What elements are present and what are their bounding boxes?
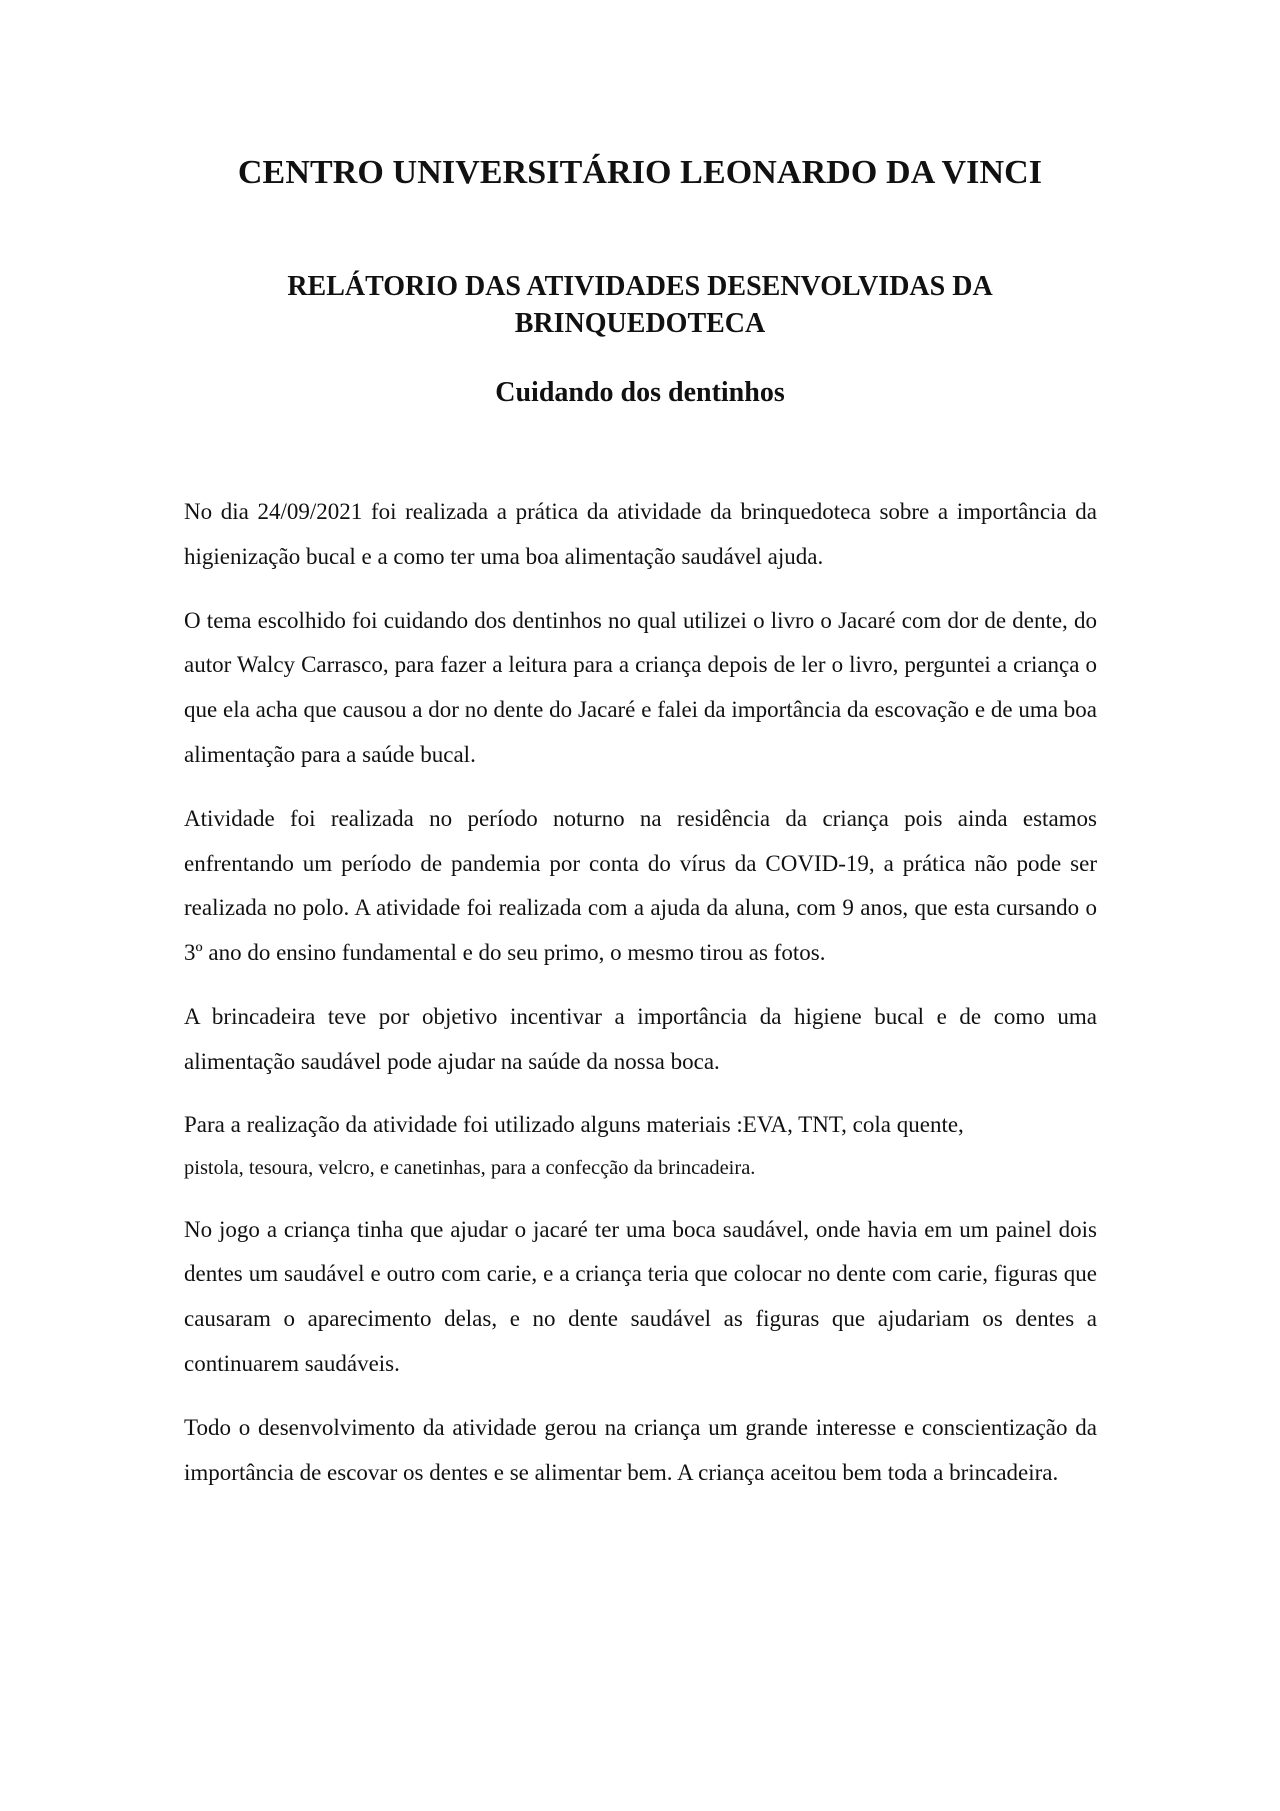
materials-line-1: Para a realização da atividade foi utilizado alguns materiais :EVA, TNT, cola quente, bbox=[184, 1111, 964, 1137]
report-title bbox=[0, 268, 1280, 342]
paragraph-theme: O tema escolhido foi cuidando dos dentinhos no qual utilizei o livro o Jacaré com dor de dente, do autor Walcy Carrasco, para fazer a leitura para a criança depois de ler o livro, perguntei a criança o que ela acha que causou a dor no dente do Jacaré e falei da importância da escovação e de uma boa alimentação para a saúde bucal. bbox=[184, 607, 1097, 767]
paragraph-conclusion: Todo o desenvolvimento da atividade gerou na criança um grande interesse e conscientização da importância de escovar os dentes e se alimentar bem. A criança aceitou bem toda a brincadeira. bbox=[184, 1414, 1097, 1485]
report-title-line-2: BRINQUEDOTECA bbox=[514, 308, 766, 339]
activity-subtitle: Cuidando dos dentinhos bbox=[495, 377, 785, 408]
paragraph-materials bbox=[184, 1104, 1097, 1189]
paragraph-objective: A brincadeira teve por objetivo incentivar a importância da higiene bucal e de como uma alimentação saudável pode ajudar na saúde da nossa boca. bbox=[184, 1003, 1097, 1074]
report-body bbox=[184, 490, 1097, 1495]
report-title-line-1: RELÁTORIO DAS ATIVIDADES DESENVOLVIDAS DA bbox=[287, 271, 993, 302]
paragraph-date: No dia 24/09/2021 foi realizada a prática da atividade da brinquedoteca sobre a importância da higienização bucal e a como ter uma boa alimentação saudável ajuda. bbox=[184, 499, 1097, 569]
paragraph-game: No jogo a criança tinha que ajudar o jacaré ter uma boca saudável, onde havia em um painel dois dentes um saudável e outro com carie, e a criança teria que colocar no dente com carie, figuras que causaram o aparecimento delas, e no dente saudável as figuras que ajudariam os dentes a continuarem saudáveis. bbox=[184, 1216, 1097, 1376]
materials-line-2: pistola, tesoura, velcro, e canetinhas, para a confecção da brincadeira. bbox=[184, 1156, 756, 1179]
institution-heading: CENTRO UNIVERSITÁRIO LEONARDO DA VINCI bbox=[237, 154, 1043, 191]
paragraph-context: Atividade foi realizada no período noturno na residência da criança pois ainda estamos enfrentando um período de pandemia por conta do vírus da COVID-19, a prática não pode ser realizada no polo. A atividade foi realizada com a ajuda da aluna, com 9 anos, que esta cursando o 3º ano do ensino fundamental e do seu primo, o mesmo tirou as fotos. bbox=[184, 805, 1097, 966]
